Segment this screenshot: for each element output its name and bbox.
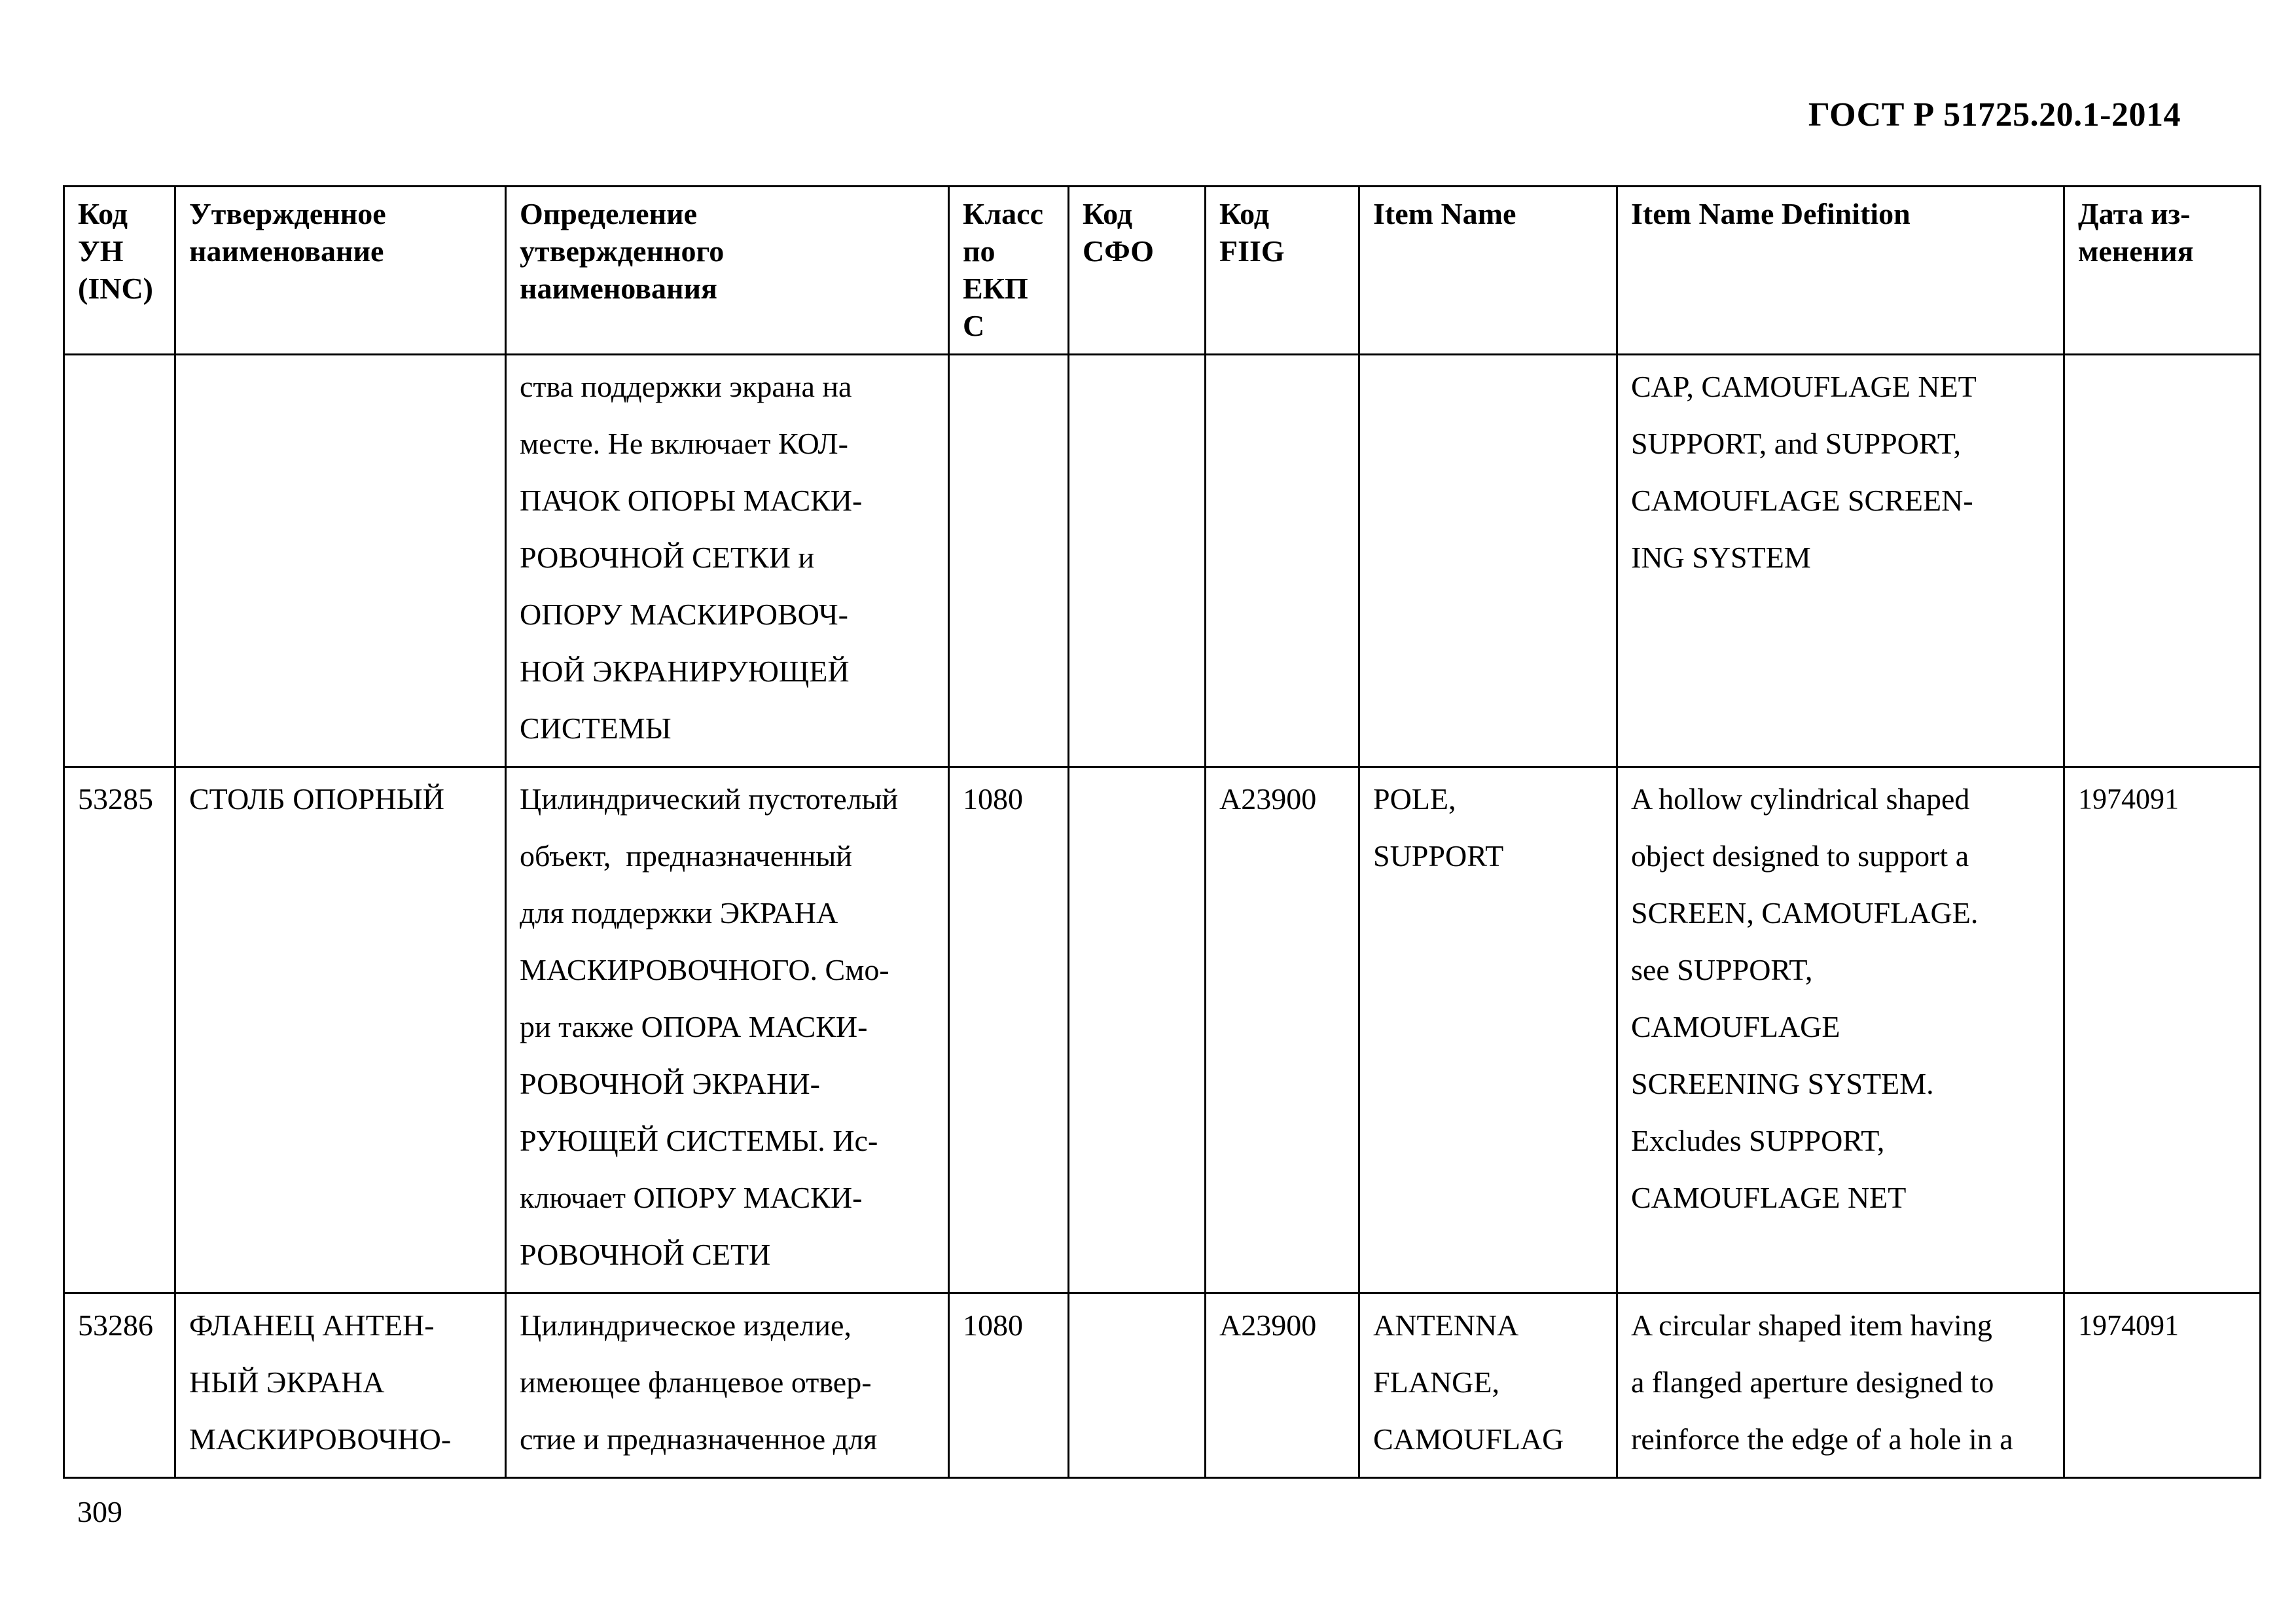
column-header-fiig-code: Код FIIG [1206, 187, 1359, 355]
inc-catalog-table [63, 185, 2261, 1479]
document-standard-number: ГОСТ Р 51725.20.1-2014 [1808, 96, 2181, 134]
cell-change-date [2064, 355, 2261, 767]
cell-definition: Цилиндрический пустотелый объект, предназначенный для поддержки ЭКРАНА МАСКИРОВОЧНОГО. Смо- ри также ОПОРА МАСКИ- РОВОЧНОЙ ЭКРАНИ- РУЮЩЕЙ СИСТЕМЫ. Ис- ключает ОПОРУ МАСКИ- РОВОЧНОЙ СЕТИ [506, 767, 949, 1293]
cell-class: 1080 [949, 767, 1069, 1293]
cell-definition: Цилиндрическое изделие, имеющее фланцевое отвер- стие и предназначенное для [506, 1293, 949, 1478]
cell-change-date: 1974091 [2064, 767, 2261, 1293]
column-header-item-name-definition: Item Name Definition [1617, 187, 2064, 355]
column-header-sfo-code: Код СФО [1069, 187, 1206, 355]
cell-item-name-definition: A hollow cylindrical shaped object designed to support a SCREEN, CAMOUFLAGE. see SUPPORT, CAMOUFLAGE SCREENING SYSTEM. Excludes SUPPORT, CAMOUFLAGE NET [1617, 767, 2064, 1293]
cell-approved-name: ФЛАНЕЦ АНТЕН- НЫЙ ЭКРАНА МАСКИРОВОЧНО- [175, 1293, 506, 1478]
cell-item-name: ANTENNA FLANGE, CAMOUFLAG [1359, 1293, 1617, 1478]
table-row-53286 [64, 1293, 2261, 1478]
cell-fiig-code: A23900 [1206, 767, 1359, 1293]
cell-item-name-definition: CAP, CAMOUFLAGE NET SUPPORT, and SUPPORT, CAMOUFLAGE SCREEN- ING SYSTEM [1617, 355, 2064, 767]
cell-inc-code [64, 355, 175, 767]
cell-sfo-code [1069, 355, 1206, 767]
cell-item-name-definition: A circular shaped item having a flanged aperture designed to reinforce the edge of a hole in a [1617, 1293, 2064, 1478]
column-header-change-date: Дата из- менения [2064, 187, 2261, 355]
table-row-continuation [64, 355, 2261, 767]
column-header-definition: Определение утвержденного наименования [506, 187, 949, 355]
column-header-item-name: Item Name [1359, 187, 1617, 355]
cell-fiig-code: A23900 [1206, 1293, 1359, 1478]
cell-class: 1080 [949, 1293, 1069, 1478]
cell-class [949, 355, 1069, 767]
column-header-class: Класс по ЕКП С [949, 187, 1069, 355]
column-header-approved-name: Утвержденное наименование [175, 187, 506, 355]
cell-inc-code: 53285 [64, 767, 175, 1293]
header-row [64, 187, 2261, 355]
table-body [64, 355, 2261, 1478]
cell-item-name: POLE, SUPPORT [1359, 767, 1617, 1293]
table-header [64, 187, 2261, 355]
table-row-53285 [64, 767, 2261, 1293]
cell-sfo-code [1069, 767, 1206, 1293]
cell-approved-name [175, 355, 506, 767]
page-number: 309 [77, 1495, 122, 1528]
cell-inc-code: 53286 [64, 1293, 175, 1478]
cell-item-name [1359, 355, 1617, 767]
column-header-inc-code: Код УН (INC) [64, 187, 175, 355]
cell-sfo-code [1069, 1293, 1206, 1478]
cell-definition: ства поддержки экрана на месте. Не включает КОЛ- ПАЧОК ОПОРЫ МАСКИ- РОВОЧНОЙ СЕТКИ и ОПОРУ МАСКИРОВОЧ- НОЙ ЭКРАНИРУЮЩЕЙ СИСТЕМЫ [506, 355, 949, 767]
cell-change-date: 1974091 [2064, 1293, 2261, 1478]
cell-fiig-code [1206, 355, 1359, 767]
cell-approved-name: СТОЛБ ОПОРНЫЙ [175, 767, 506, 1293]
